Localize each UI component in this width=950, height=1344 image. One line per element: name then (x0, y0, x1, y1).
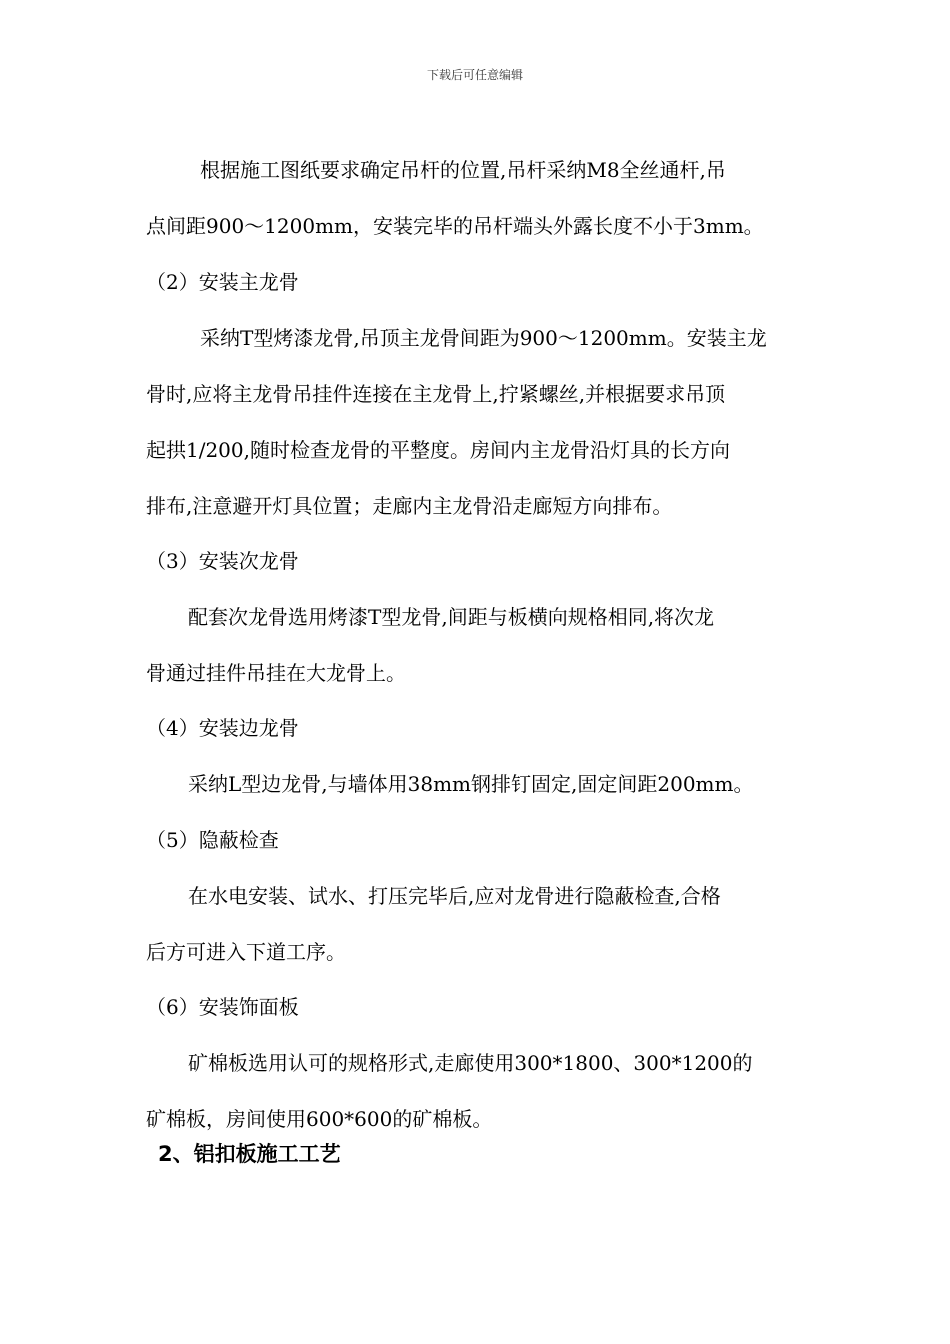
paragraph-line: 骨时,应将主龙骨吊挂件连接在主龙骨上,拧紧螺丝,并根据要求吊顶 (146, 382, 726, 406)
section-heading: 2、铝扣板施工工艺 (158, 1142, 341, 1166)
paragraph-line: 骨通过挂件吊挂在大龙骨上。 (146, 661, 406, 685)
subsection-title: （5）隐蔽检查 (146, 828, 279, 852)
page-header: 下载后可任意编辑 (426, 68, 523, 82)
paragraph-line: 根据施工图纸要求确定吊杆的位置,吊杆采纳M8全丝通杆,吊 (200, 158, 726, 182)
paragraph-line: 矿棉板，房间使用600*600的矿棉板。 (146, 1107, 493, 1131)
subsection-title: （4）安装边龙骨 (146, 716, 299, 740)
paragraph-line: 后方可进入下道工序。 (146, 940, 346, 964)
paragraph-line: 在水电安装、试水、打压完毕后,应对龙骨进行隐蔽检查,合格 (188, 884, 721, 908)
paragraph-line: 点间距900～1200mm，安装完毕的吊杆端头外露长度不小于3mm。 (146, 214, 764, 238)
subsection-title: （6）安装饰面板 (146, 995, 299, 1019)
paragraph-line: 起拱1/200,随时检查龙骨的平整度。房间内主龙骨沿灯具的长方向 (146, 438, 730, 462)
paragraph-line: 排布,注意避开灯具位置；走廊内主龙骨沿走廊短方向排布。 (146, 494, 673, 518)
paragraph-line: 采纳T型烤漆龙骨,吊顶主龙骨间距为900～1200mm。安装主龙 (200, 326, 767, 350)
paragraph-line: 配套次龙骨选用烤漆T型龙骨,间距与板横向规格相同,将次龙 (188, 605, 715, 629)
paragraph-line: 矿棉板选用认可的规格形式,走廊使用300*1800、300*1200的 (188, 1051, 753, 1075)
subsection-title: （2）安装主龙骨 (146, 270, 299, 294)
paragraph-line: 采纳L型边龙骨,与墙体用38mm钢排钉固定,固定间距200mm。 (188, 772, 754, 796)
subsection-title: （3）安装次龙骨 (146, 549, 299, 573)
